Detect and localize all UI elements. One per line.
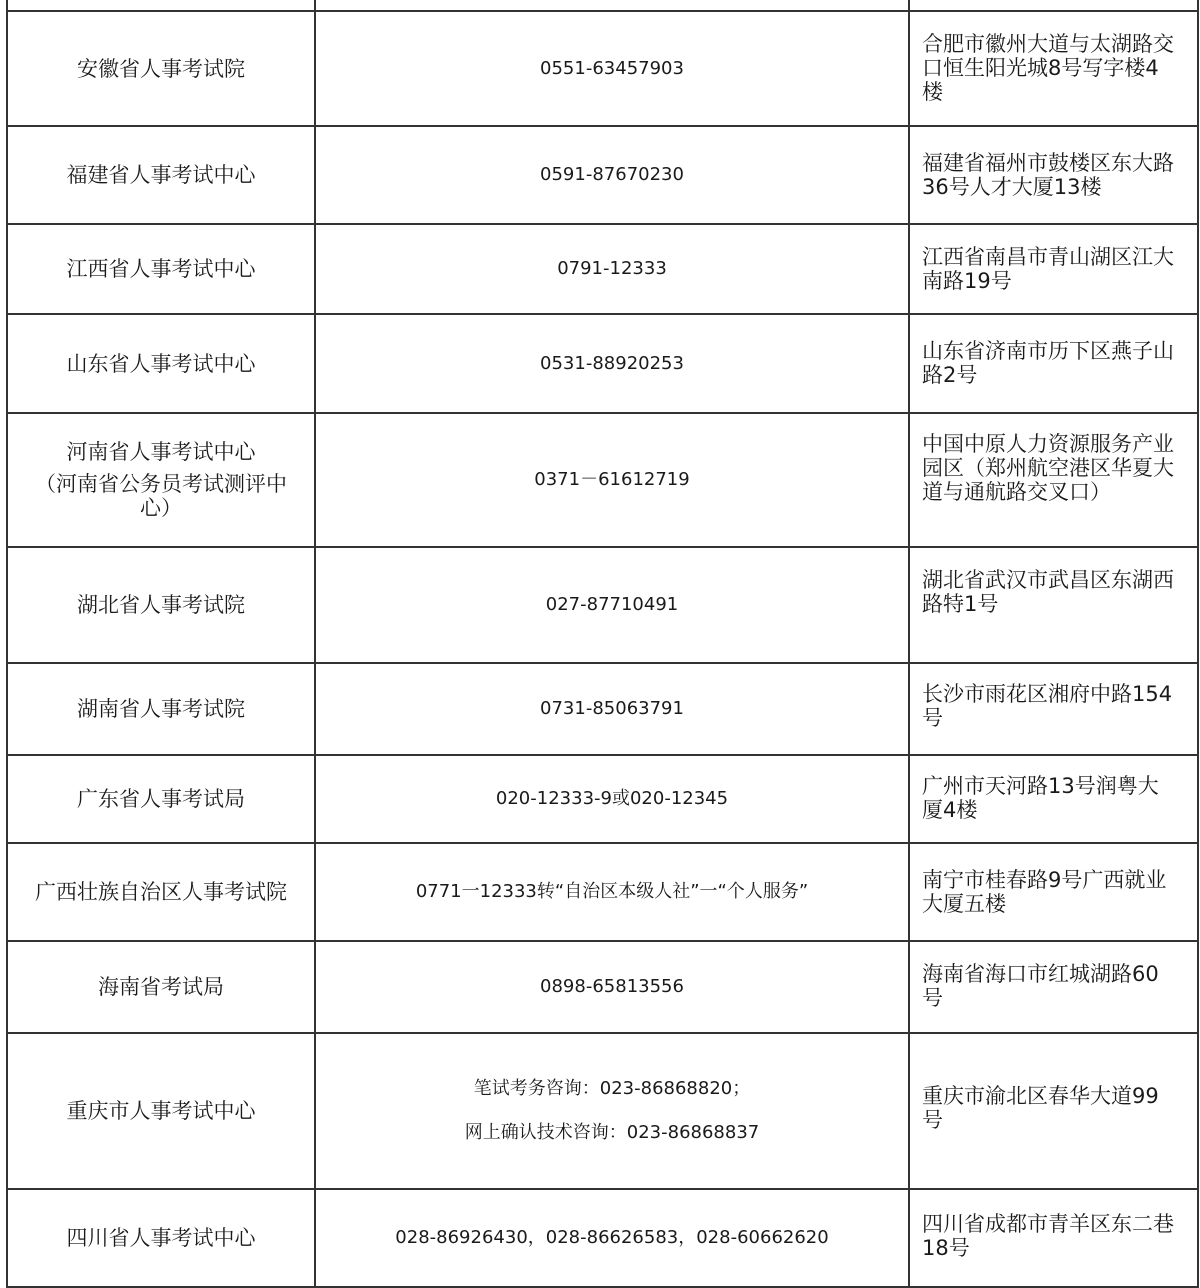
table-cell-address xyxy=(908,10,1199,127)
cell-text: 长沙市雨花区湘府中路154号 xyxy=(922,682,1173,730)
cell-text: 0591-87670230 xyxy=(540,164,684,185)
cell-text: 0531-88920253 xyxy=(540,352,684,374)
table-cell-phone xyxy=(314,662,910,756)
cell-text: 福建省福州市鼓楼区东大路36号人才大厦13楼 xyxy=(922,151,1174,199)
cell-text: 安徽省人事考试院 xyxy=(77,56,245,81)
table-cell-phone xyxy=(314,940,910,1034)
cell-text: 广西壮族自治区人事考试院 xyxy=(35,880,287,904)
cell-text: 笔试考务咨询：023-86868820； xyxy=(473,1078,751,1099)
table-cell-name xyxy=(6,412,316,548)
table-cell-address xyxy=(908,546,1199,664)
cell-text: 山东省人事考试中心 xyxy=(66,351,256,376)
table-cell-name xyxy=(6,754,316,844)
table-cell-address xyxy=(908,1032,1199,1190)
cell-text: 湖北省人事考试院 xyxy=(77,593,245,617)
table-cell-phone xyxy=(314,1188,910,1288)
table-cell-address xyxy=(908,1188,1199,1288)
table-cell-address xyxy=(908,754,1199,844)
table-cell-name xyxy=(6,1188,316,1288)
table-cell-address xyxy=(908,125,1199,225)
table-cell-phone xyxy=(314,125,910,225)
cell-text: 四川省人事考试中心 xyxy=(66,1226,256,1250)
cell-text: 0791-12333 xyxy=(557,258,667,279)
cell-text: 中国中原人力资源服务产业园区（郑州航空港区华夏大道与通航路交叉口） xyxy=(922,432,1174,504)
table-cell-address xyxy=(908,842,1199,942)
table-cell-address xyxy=(908,313,1199,414)
table-cell-name xyxy=(6,313,316,414)
table-cell-phone xyxy=(314,223,910,315)
table-cell-phone xyxy=(314,10,910,127)
table-cell-address xyxy=(908,412,1199,548)
table-cell-phone xyxy=(314,754,910,844)
cell-text-sub: （河南省公务员考试测评中心） xyxy=(35,472,287,520)
cell-text: 合肥市徽州大道与太湖路交口恒生阳光城8号写字楼4楼 xyxy=(922,32,1174,104)
cell-text: 广州市天河路13号润粤大厦4楼 xyxy=(922,774,1159,822)
table-cell-phone xyxy=(314,1032,910,1190)
cell-text: 027-87710491 xyxy=(545,594,679,615)
cell-text: 山东省济南市历下区燕子山路2号 xyxy=(922,339,1174,387)
table-cell-address xyxy=(908,940,1199,1034)
cell-text: 福建省人事考试中心 xyxy=(66,163,256,187)
table-cell-phone xyxy=(314,842,910,942)
table-cell-address xyxy=(908,223,1199,315)
cell-text: 020-12333-9或020-12345 xyxy=(495,788,729,809)
cell-text: 海南省考试局 xyxy=(98,975,224,999)
cell-text: 江西省人事考试中心 xyxy=(66,257,256,281)
table-cell-phone xyxy=(314,412,910,548)
cell-text: 湖北省武汉市武昌区东湖西路特1号 xyxy=(922,568,1174,616)
table-cell-name xyxy=(6,662,316,756)
cell-text-sub: 网上确认技术咨询：023-86868837 xyxy=(464,1122,760,1143)
cell-text: 河南省人事考试中心 xyxy=(66,440,256,464)
table-cell-name xyxy=(6,10,316,127)
table-cell-name xyxy=(6,125,316,225)
table-cell-name xyxy=(6,842,316,942)
cell-text: 0898-65813556 xyxy=(540,976,684,997)
table-cell-address xyxy=(908,662,1199,756)
cell-text: 四川省成都市青羊区东二巷18号 xyxy=(922,1212,1174,1260)
cell-text: 湖南省人事考试院 xyxy=(77,697,245,721)
cell-text: 0731-85063791 xyxy=(540,698,684,719)
cell-text: 重庆市人事考试中心 xyxy=(66,1099,256,1123)
cell-text: 0771一12333转“自治区本级人社”一“个人服务” xyxy=(415,881,809,902)
table-cell-name xyxy=(6,940,316,1034)
table-cell-phone xyxy=(314,546,910,664)
table-cell-phone xyxy=(314,313,910,414)
cell-text: 0551-63457903 xyxy=(540,57,684,79)
cell-text: 重庆市渝北区春华大道99号 xyxy=(922,1084,1159,1132)
cell-text: 广东省人事考试局 xyxy=(77,787,245,811)
cell-text: 028-86926430，028-86626583，028-60662620 xyxy=(395,1227,829,1248)
cell-text: 0371－61612719 xyxy=(534,469,690,490)
table-cell-name xyxy=(6,1032,316,1190)
cell-text: 江西省南昌市青山湖区江大南路19号 xyxy=(922,245,1174,293)
table-cell-name xyxy=(6,223,316,315)
table-cell-name xyxy=(6,546,316,664)
cell-text: 南宁市桂春路9号广西就业大厦五楼 xyxy=(922,868,1167,916)
cell-text: 海南省海口市红城湖路60号 xyxy=(922,962,1159,1010)
